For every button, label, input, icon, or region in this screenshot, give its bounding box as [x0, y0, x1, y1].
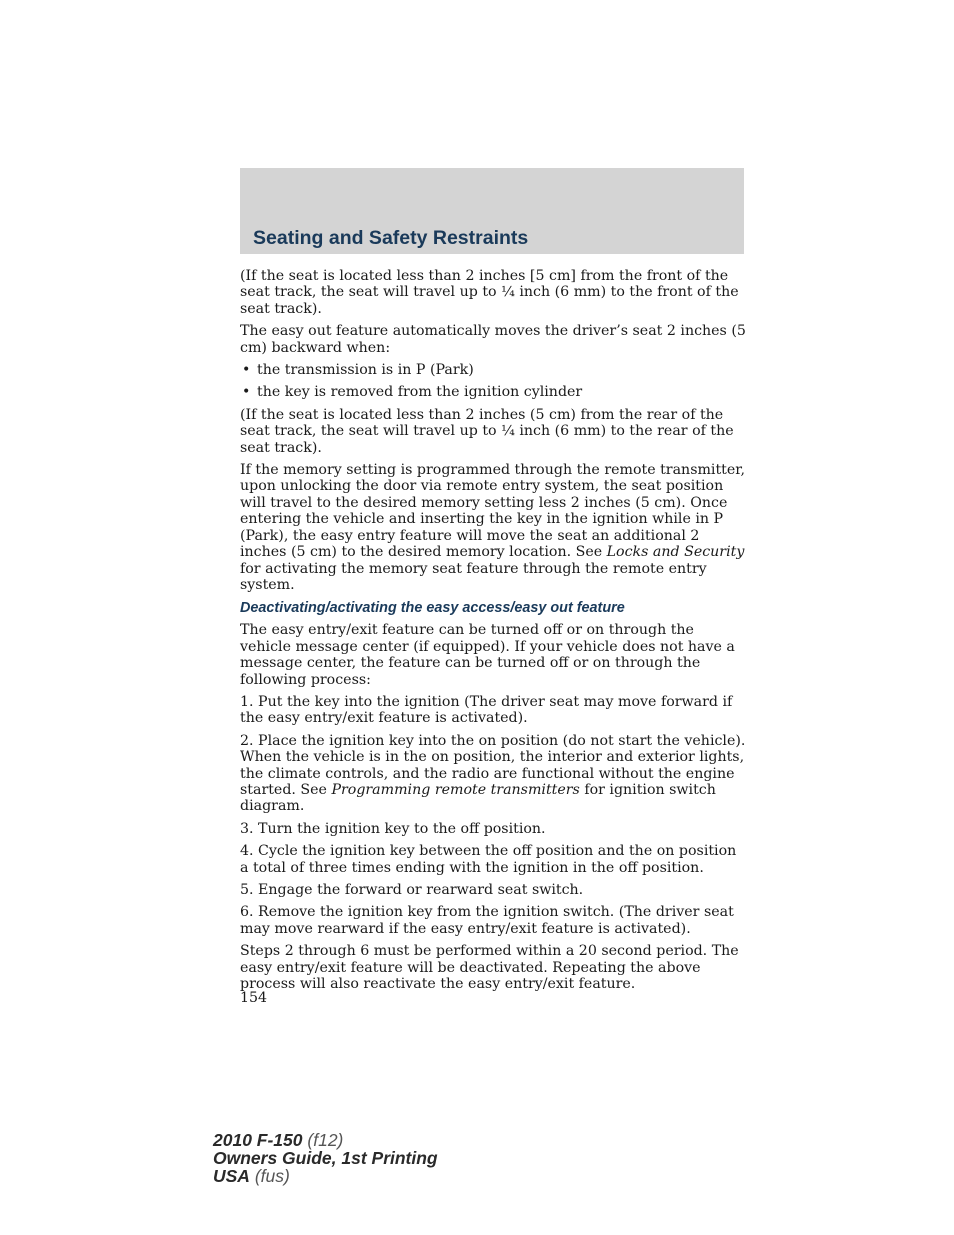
list-item: • the key is removed from the ignition cylinder	[240, 384, 746, 400]
section-header	[240, 168, 744, 254]
paragraph-seat-rear-note: (If the seat is located less than 2 inches (5 cm) from the rear of the seat track, the seat will travel up to ¼ inch (6 mm) to the rear of the seat track).	[240, 406, 734, 456]
paragraph-timing-note: Steps 2 through 6 must be performed within a 20 second period. The easy entry/exit feature will be deactivated. Repeating the above process will also reactivate the easy entry/exit feature.	[240, 943, 739, 993]
footer-line-market	[213, 1167, 438, 1185]
step-2-text-after: for ignition switch diagram.	[240, 781, 716, 815]
paragraph-easy-entry-intro: The easy entry/exit feature can be turned off or on through the vehicle message center (if equipped). If your vehicle does not have a message center, the feature can be turned off or on through the following process:	[240, 622, 735, 688]
memory-text-before: If the memory setting is programmed through the remote transmitter, upon unlocking the door via remote entry system, the seat position will travel to the desired memory setting less 2 inches (5 cm). Once entering the vehicle and inserting the key in the ignition while in P (Park), the easy entry feature will move the seat an additional 2 inches (5 cm) to the desired memory location. See	[240, 462, 745, 561]
subheading-deactivating: Deactivating/activating the easy access/easy out feature	[240, 600, 625, 617]
step-6: 6. Remove the ignition key from the ignition switch. (The driver seat may move rearward if the easy entry/exit feature is activated).	[240, 904, 734, 937]
step-5: 5. Engage the forward or rearward seat switch.	[240, 882, 584, 898]
step-4: 4. Cycle the ignition key between the off position and the on position a total of three times ending with the ignition in the off position.	[240, 843, 737, 876]
paragraph-memory-setting	[240, 462, 746, 593]
easy-out-conditions-list	[240, 362, 746, 401]
footer-model-code: (f12)	[307, 1130, 344, 1150]
document-footer	[213, 1131, 438, 1185]
footer-edition: Owners Guide, 1st Printing	[213, 1148, 438, 1168]
page-number: 154	[240, 990, 268, 1007]
memory-text-after: for activating the memory seat feature through the remote entry system.	[240, 560, 707, 593]
footer-market: USA	[213, 1166, 250, 1186]
footer-model: 2010 F-150	[213, 1130, 303, 1150]
step-3: 3. Turn the ignition key to the off position.	[240, 820, 546, 837]
footer-line-model	[213, 1131, 438, 1149]
step-1: 1. Put the key into the ignition (The driver seat may move forward if the easy entry/exit feature is activated).	[240, 693, 733, 727]
page-content	[240, 268, 746, 1007]
list-item: • the transmission is in P (Park)	[240, 362, 746, 378]
programming-remote-transmitters-reference: Programming remote transmitters	[331, 781, 580, 798]
section-title: Seating and Safety Restraints	[253, 227, 529, 249]
step-2-text-before: 2. Place the ignition key into the on position (do not start the vehicle). When the vehicle is in the on position, the interior and exterior lights, the climate controls, and the radio are functional without the engine started. See	[240, 732, 746, 798]
footer-market-code: (fus)	[254, 1166, 290, 1186]
step-2	[240, 733, 746, 815]
paragraph-seat-front-note: (If the seat is located less than 2 inches [5 cm] from the front of the seat track, the seat will travel up to ¼ inch (6 mm) to the front of the seat track).	[240, 268, 739, 317]
locks-and-security-reference: Locks and Security	[606, 544, 745, 561]
paragraph-easy-out-intro: The easy out feature automatically moves the driver’s seat 2 inches (5 cm) backward when:	[240, 323, 746, 356]
